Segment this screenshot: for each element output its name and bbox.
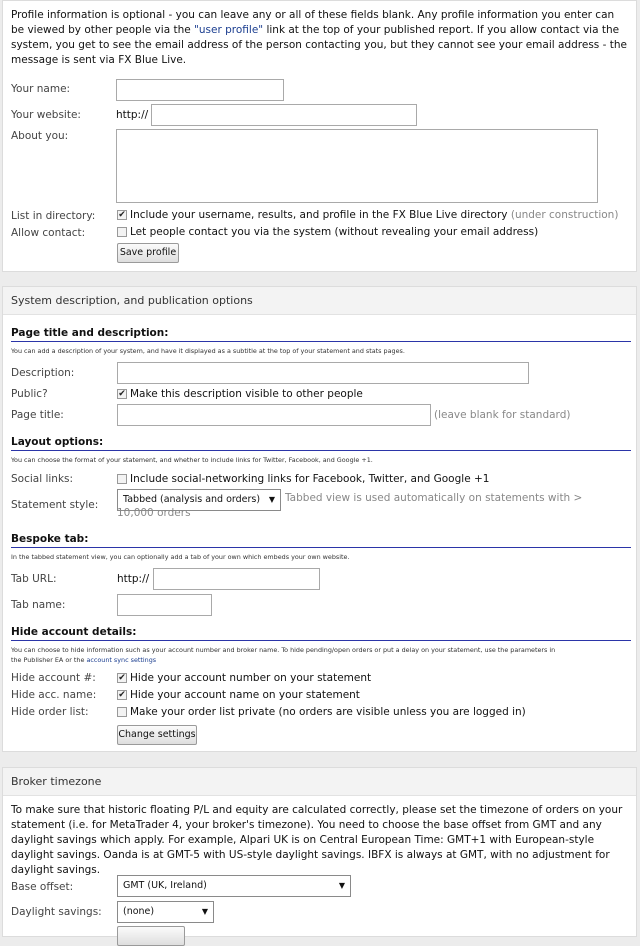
timezone-description: To make sure that historic floating P/L and equity are calculated correctly, please set the timezone of orders on your statement (i.e. for MetaTrader 4, your broker's timezone). You need to choose the base offset from GMT and any daylight savings which apply. For example, Alpari UK is on Central European Time: GMT+1 with European-style daylight savings. Oanda is at GMT-5 with US-style daylight savings. IBFX is always at GMT, with no adjustment for daylight savings. bbox=[11, 804, 623, 876]
hide-account-number-checkbox[interactable] bbox=[117, 673, 127, 683]
social-links-checkbox[interactable] bbox=[117, 474, 127, 484]
layout-section-heading: Layout options: bbox=[11, 436, 631, 451]
page-title-note: You can add a description of your system, and have it displayed as a subtitle at the top of your statement and stats pages. bbox=[11, 347, 405, 355]
hide-account-name-label: Hide acc. name: bbox=[11, 689, 97, 701]
save-profile-button[interactable]: Save profile bbox=[117, 243, 179, 263]
public-checkbox[interactable] bbox=[117, 389, 127, 399]
hide-order-list-label: Hide order list: bbox=[11, 706, 89, 718]
bespoke-section-heading: Bespoke tab: bbox=[11, 533, 631, 548]
description-input[interactable] bbox=[117, 362, 529, 384]
allow-contact-checkbox[interactable] bbox=[117, 227, 127, 237]
tab-url-prefix: http:// bbox=[117, 573, 150, 585]
profile-intro-text-2: link at the top of your published report. If you allow contact via the system, you get to see the email address of the person contacting you, but they cannot see your email address - the message is sent via FX Blue Live. bbox=[11, 24, 627, 66]
timezone-panel-header: Broker timezone bbox=[3, 768, 636, 796]
list-in-directory-checkbox[interactable] bbox=[117, 210, 127, 220]
checkmark-icon: ✔ bbox=[118, 210, 126, 220]
hide-order-list-text: Make your order list private (no orders are visible unless you are logged in) bbox=[130, 706, 526, 718]
profile-intro bbox=[11, 8, 629, 68]
hide-account-note bbox=[11, 645, 555, 665]
base-offset-label: Base offset: bbox=[11, 881, 74, 893]
about-you-label: About you: bbox=[11, 130, 69, 142]
checkmark-icon: ✔ bbox=[118, 389, 126, 399]
public-label: Public? bbox=[11, 388, 48, 400]
hide-account-note-line1: You can choose to hide information such as your account number and broker name. To hide pending/open orders or put a delay on your statement, use the parameters in bbox=[11, 646, 556, 654]
base-offset-value: GMT (UK, Ireland) bbox=[123, 880, 207, 891]
layout-note: You can choose the format of your statement, and whether to include links for Twitter, Facebook, and Google +1. bbox=[11, 456, 373, 464]
checkmark-icon: ✔ bbox=[118, 690, 126, 700]
page-title-hint: (leave blank for standard) bbox=[434, 409, 571, 421]
daylight-savings-value: (none) bbox=[123, 906, 155, 917]
daylight-savings-label: Daylight savings: bbox=[11, 906, 102, 918]
allow-contact-text: Let people contact you via the system (without revealing your email address) bbox=[130, 226, 539, 238]
statement-style-hint: Tabbed view is used automatically on statements with > 10,000 orders bbox=[117, 492, 583, 519]
tab-url-input[interactable] bbox=[153, 568, 320, 590]
account-sync-settings-link[interactable]: account sync settings bbox=[86, 656, 157, 664]
base-offset-select[interactable] bbox=[117, 875, 351, 897]
profile-intro-text: Profile information is optional - you can leave any or all of these fields blank. Any profile information you enter can be viewed by other people via the bbox=[11, 9, 615, 36]
public-text: Make this description visible to other people bbox=[130, 388, 363, 400]
hide-account-name-checkbox[interactable] bbox=[117, 690, 127, 700]
statement-style-label: Statement style: bbox=[11, 499, 99, 511]
chevron-down-icon: ▼ bbox=[338, 881, 345, 890]
page-title-label: Page title: bbox=[11, 409, 64, 421]
profile-panel bbox=[2, 0, 637, 272]
save-timezone-button[interactable] bbox=[117, 926, 185, 946]
statement-style-value: Tabbed (analysis and orders) bbox=[123, 494, 261, 505]
page-title-input[interactable] bbox=[117, 404, 431, 426]
your-name-input[interactable] bbox=[116, 79, 284, 101]
hide-account-number-text: Hide your account number on your statement bbox=[130, 672, 372, 684]
about-you-textarea[interactable] bbox=[116, 129, 598, 203]
social-links-text: Include social-networking links for Facebook, Twitter, and Google +1 bbox=[130, 473, 490, 485]
tab-name-input[interactable] bbox=[117, 594, 212, 616]
list-in-directory-text bbox=[130, 209, 618, 221]
your-website-label: Your website: bbox=[11, 109, 81, 121]
hide-account-number-label: Hide account #: bbox=[11, 672, 96, 684]
change-settings-button[interactable]: Change settings bbox=[117, 725, 197, 745]
checkmark-icon: ✔ bbox=[118, 673, 126, 683]
your-name-label: Your name: bbox=[11, 83, 71, 95]
description-label: Description: bbox=[11, 367, 75, 379]
under-construction-hint: (under construction) bbox=[510, 209, 619, 221]
system-panel bbox=[2, 286, 637, 752]
hide-account-name-text: Hide your account name on your statement bbox=[130, 689, 360, 701]
tab-url-label: Tab URL: bbox=[11, 573, 57, 585]
hide-account-note-line2: the Publisher EA or the bbox=[11, 656, 85, 664]
hide-order-list-checkbox[interactable] bbox=[117, 707, 127, 717]
website-prefix: http:// bbox=[116, 109, 149, 121]
your-website-input[interactable] bbox=[151, 104, 417, 126]
user-profile-link[interactable]: "user profile" bbox=[194, 24, 264, 36]
chevron-down-icon: ▼ bbox=[268, 495, 275, 504]
daylight-savings-select[interactable] bbox=[117, 901, 214, 923]
chevron-down-icon: ▼ bbox=[201, 907, 208, 916]
system-panel-header: System description, and publication options bbox=[3, 287, 636, 315]
timezone-panel bbox=[2, 767, 637, 937]
hide-account-section-heading: Hide account details: bbox=[11, 626, 631, 641]
social-links-label: Social links: bbox=[11, 473, 74, 485]
allow-contact-label: Allow contact: bbox=[11, 227, 86, 239]
list-in-directory-label: List in directory: bbox=[11, 210, 96, 222]
tab-name-label: Tab name: bbox=[11, 599, 66, 611]
bespoke-note: In the tabbed statement view, you can optionally add a tab of your own which embeds your own website. bbox=[11, 553, 350, 561]
page-title-section-heading: Page title and description: bbox=[11, 327, 631, 342]
list-in-directory-desc: Include your username, results, and profile in the FX Blue Live directory bbox=[130, 209, 508, 221]
